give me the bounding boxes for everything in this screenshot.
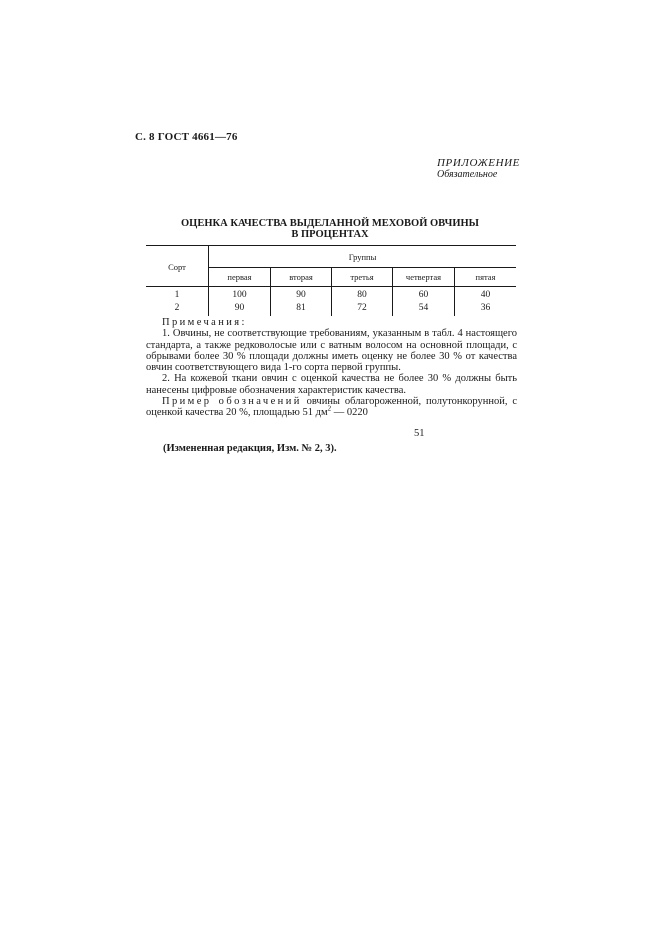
table-cell: 60 xyxy=(418,290,429,300)
header-groups: Группы xyxy=(348,252,377,262)
edition-note: (Измененная редакция, Изм. № 2, 3). xyxy=(163,443,337,454)
table-cell: 100 xyxy=(232,290,247,300)
table-cell: 40 xyxy=(480,290,491,300)
note-1: 1. Овчины, не соответствующие требованиям, указанным в табл. 4 настоящего стандарта, а также редковолосые или с ватным волосом на основной площади, с обрывами более 30 % площади должны иметь оценку не более 30 % от качества овчин соответствующего вида 1-го сорта первой группы. xyxy=(146,328,517,374)
appendix-label: ПРИЛОЖЕНИЕ xyxy=(437,157,520,169)
example-lead: Пример обозначений xyxy=(162,396,302,408)
group-header: первая xyxy=(227,272,252,282)
fraction-numerator: 0220 xyxy=(346,407,368,419)
group-header: третья xyxy=(350,272,374,282)
group-header: вторая xyxy=(289,272,313,282)
notes-block xyxy=(146,317,517,419)
header-sort: Сорт xyxy=(168,262,186,272)
table-cell: 54 xyxy=(418,303,429,313)
row-sort: 1 xyxy=(174,290,180,300)
example-separator: — xyxy=(333,407,345,419)
table-cell: 81 xyxy=(296,303,306,313)
group-header: четвертая xyxy=(405,272,442,282)
notes-heading: Примечания: xyxy=(162,317,247,328)
group-header: пятая xyxy=(475,272,496,282)
table-cell: 90 xyxy=(296,290,306,300)
note-2: 2. На кожевой ткани овчин с оценкой качества не более 30 % должны быть нанесены цифровые обозначения характеристик качества. xyxy=(146,373,517,396)
page-header: С. 8 ГОСТ 4661—76 xyxy=(135,131,238,143)
row-sort: 2 xyxy=(174,303,180,313)
example-text: овчины облагороженной, полутонкорунной, с оценкой качества 20 %, площадью 51 дм xyxy=(146,396,517,419)
groups-underline xyxy=(208,267,516,268)
table-title-line-1: ОЦЕНКА КАЧЕСТВА ВЫДЕЛАННОЙ МЕХОВОЙ ОВЧИНЫ xyxy=(181,218,479,229)
table-cell: 36 xyxy=(480,303,491,313)
table-title-line-2: В ПРОЦЕНТАХ xyxy=(291,229,369,240)
table-cell: 72 xyxy=(357,303,367,313)
appendix-status: Обязательное xyxy=(437,169,498,180)
fraction-denominator: 51 xyxy=(414,428,425,439)
designation-example xyxy=(146,396,517,419)
example-exponent: 2 xyxy=(327,404,332,413)
table-top-rule xyxy=(146,245,516,246)
table-cell: 80 xyxy=(357,290,367,300)
table-cell: 90 xyxy=(234,303,245,313)
